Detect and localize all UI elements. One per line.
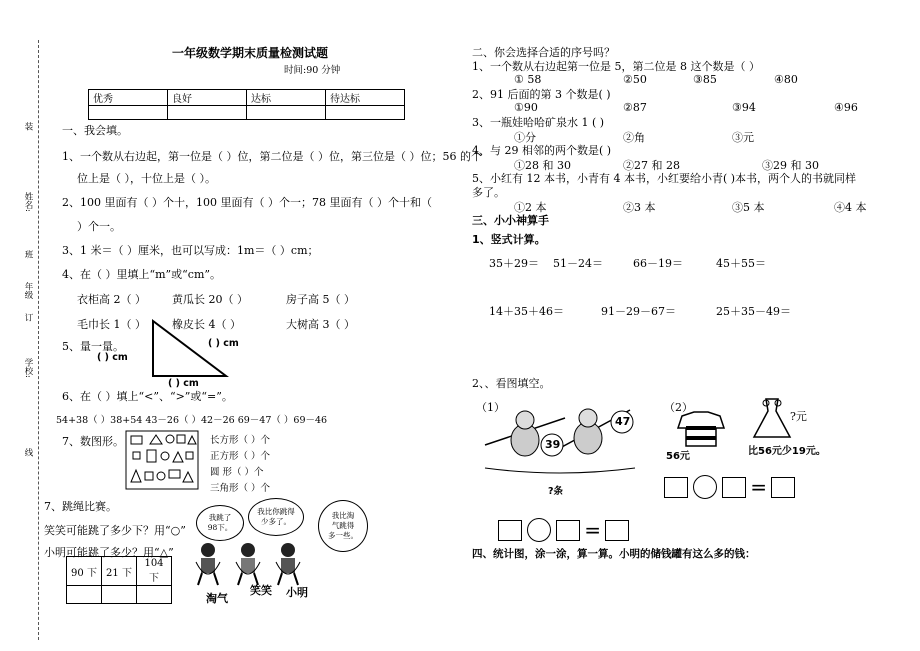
fish-count-39: 39 [545, 438, 561, 451]
grade-cell: 达标 [247, 90, 326, 106]
s2-option: ① 58 [514, 73, 542, 86]
s4-title: 四、统计图，涂一涂，算一算。小明的储钱罐有这么多的钱： [472, 548, 756, 560]
s1-q2a: 2、100 里面有（ ）个十，100 里面有（ ）个一；78 里面有（ ）个十和（ [62, 196, 432, 209]
picture-2-label: （2） [664, 401, 693, 414]
s1-q6-row: 54+38（ ）38+54 43－26（ ）42－26 69－47（ ）69－46 [56, 415, 328, 426]
s2-title: 二、你会选择合适的序号吗？ [472, 46, 615, 59]
s1-q1b: 位上是（ ），十位上是（ ）。 [77, 172, 216, 185]
grade-table [88, 89, 405, 120]
dress-icon [752, 397, 792, 439]
shapes-box [125, 430, 199, 490]
measure-b: ( ) cm [208, 338, 239, 349]
fish-question: ?条 [548, 486, 564, 497]
s1-q4-item: 橡皮长 4（ ） [172, 318, 241, 331]
name-xiaoxiao: 笑笑 [250, 584, 272, 597]
s1-q4-item: 毛巾长 1（ ） [77, 318, 146, 331]
s2-option: ④80 [774, 73, 798, 86]
margin-zhuang: 装 [23, 122, 33, 131]
s1-q8b: 小明可能跳了多少？用“△” [44, 546, 174, 559]
s1-q2b: ）个一。 [77, 220, 121, 233]
s1-q4-item: 衣柜高 2（ ） [77, 293, 146, 306]
bubble-xiaoxiao [248, 498, 304, 536]
s2-option: ③5 本 [732, 201, 765, 214]
s1-q4: 4、在（ ）里填上“m”或“cm”。 [62, 268, 222, 281]
bubble-text: 我跳了 98下。 [207, 513, 233, 532]
s2-q3: 3、一瓶娃哈哈矿泉水 1 ( ) [472, 116, 605, 129]
s2-option: ④4 本 [834, 201, 867, 214]
s2-option: ①28 和 30 [514, 159, 571, 172]
bubble-xiaoming [318, 500, 368, 552]
s1-q4-item: 大树高 3（ ） [286, 318, 355, 331]
shape-count: 圆 形（ ）个 [210, 467, 264, 478]
s2-option: ②87 [623, 101, 647, 114]
s3-sub2: 2、、看图填空。 [472, 377, 551, 390]
grade-cell: 良好 [168, 90, 247, 106]
binding-line [38, 40, 39, 640]
triangle-figure [150, 318, 230, 380]
margin-class: 班 [23, 250, 33, 259]
s2-option: ③85 [693, 73, 717, 86]
s2-option: ③94 [732, 101, 756, 114]
s2-q4: 4、与 29 相邻的两个数是( ) [472, 144, 612, 157]
exam-time: 时间:90 分钟 [284, 65, 341, 76]
s2-option: ④96 [834, 101, 858, 114]
picture-1-label: （1） [476, 401, 505, 414]
calc-item: 35＋29＝ [489, 257, 539, 270]
s1-q5: 5、量一量。 [62, 340, 124, 353]
s2-q2: 2、91 后面的第 3 个数是( ) [472, 88, 611, 101]
s2-option: ③29 和 30 [762, 159, 819, 172]
margin-school: 学校: [23, 358, 33, 378]
calc-item: 45＋55＝ [716, 257, 766, 270]
calc-item: 91－29－67＝ [601, 305, 676, 318]
shape-count: 三角形（ ）个 [210, 483, 271, 494]
s2-option: ②50 [623, 73, 647, 86]
grade-cell: 待达标 [326, 90, 405, 106]
jump-table [66, 556, 172, 604]
kids-illustration [188, 540, 308, 588]
page-title: 一年级数学期末质量检测试题 [172, 46, 329, 60]
dress-price-hint: 比56元少19元。 [748, 446, 826, 457]
jump-cell: 104 下 [137, 557, 172, 586]
margin-grade: 年级 [23, 282, 33, 299]
name-xiaoming: 小明 [286, 586, 308, 599]
name-taoqi: 淘气 [206, 592, 228, 605]
s2-q5a: 5、小红有 12 本书，小青有 4 本书，小红要给小青( )本书，两个人的书就同样 [472, 172, 857, 185]
margin-name: 姓名: [23, 192, 33, 212]
s2-option: ③元 [732, 131, 754, 144]
jump-cell: 21 下 [102, 557, 137, 586]
s1-q8: 7、跳绳比赛。 [44, 500, 117, 513]
calc-item: 14＋35＋46＝ [489, 305, 564, 318]
s3-title: 三、小小神算手 [472, 214, 549, 227]
bubble-text: 我比淘 气跳得 多一些。 [328, 511, 358, 540]
jump-cell: 90 下 [67, 557, 102, 586]
margin-xian: 线 [23, 448, 33, 457]
s1-q6: 6、在（ ）填上“<”、“>”或“=”。 [62, 390, 233, 403]
shirt-price: 56元 [666, 451, 690, 462]
s2-option: ②3 本 [623, 201, 656, 214]
s1-q7: 7、数图形。 [62, 435, 124, 448]
s3-sub: 1、竖式计算。 [472, 233, 546, 246]
calc-item: 25＋35－49＝ [716, 305, 791, 318]
s1-q4-item: 黄瓜长 20（ ） [172, 293, 248, 306]
s2-q1: 1、一个数从右边起第一位是 5，第二位是 8 这个数是（ ） [472, 60, 760, 73]
margin-ding: 订 [23, 313, 33, 322]
s2-option: ①90 [514, 101, 538, 114]
measure-c: ( ) cm [168, 378, 199, 389]
s2-q5b: 多了。 [472, 186, 505, 199]
calc-item: 66－19＝ [633, 257, 683, 270]
shape-count: 长方形（ ）个 [210, 435, 271, 446]
calc-item: 51－24＝ [553, 257, 603, 270]
s2-option: ①2 本 [514, 201, 547, 214]
s1-q1a: 1、一个数从右边起，第一位是（ ）位，第二位是（ ）位，第三位是（ ）位；56 的个 [62, 150, 482, 163]
shape-count: 正方形（ ）个 [210, 451, 271, 462]
dress-price-question: ?元 [790, 410, 807, 423]
equation-blanks-2: = [664, 475, 795, 499]
bubble-taoqi [196, 505, 244, 541]
equation-blanks-1: = [498, 518, 629, 542]
grade-cell: 优秀 [89, 90, 168, 106]
s1-q4-item: 房子高 5（ ） [286, 293, 355, 306]
s2-option: ①分 [514, 131, 536, 144]
s1-q8a: 笑笑可能跳了多少下？用“○” [44, 524, 186, 537]
s2-option: ②27 和 28 [623, 159, 680, 172]
s1-q3: 3、1 米＝（ ）厘米，也可以写成：1m＝（ ）cm； [62, 244, 319, 257]
measure-a: ( ) cm [97, 352, 128, 363]
shirt-icon [676, 410, 726, 448]
s2-option: ②角 [623, 131, 645, 144]
s1-title: 一、我会填。 [62, 124, 128, 137]
fish-count-47: 47 [615, 415, 631, 428]
bubble-text: 我比你跳得 少多了。 [257, 507, 295, 526]
